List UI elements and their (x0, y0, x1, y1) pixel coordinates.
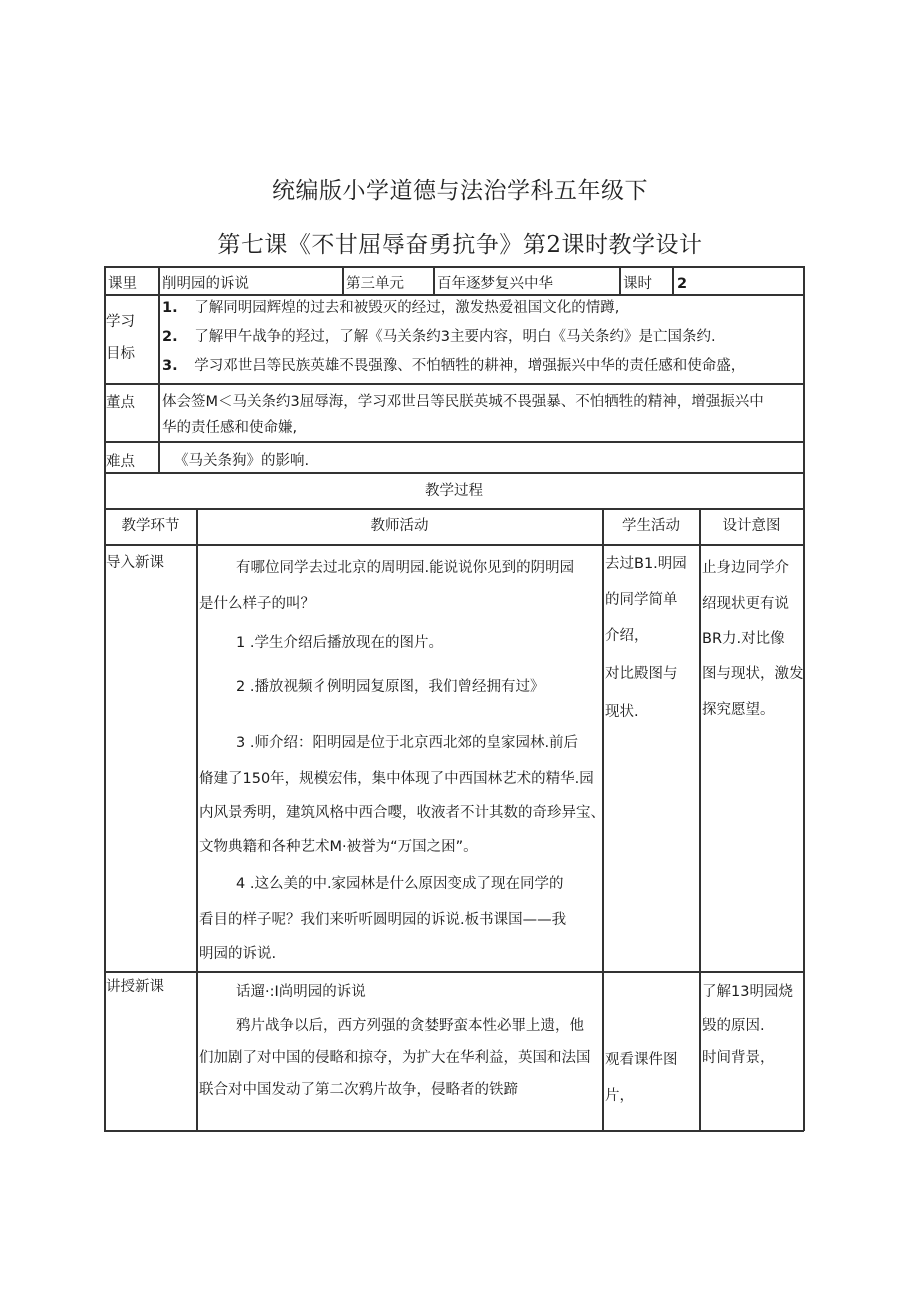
intent-line: BR力.对比像 (702, 631, 785, 647)
unit-value: 百年逐梦复兴中华 (437, 276, 553, 292)
activity-line: 脩建了150年，规模宏伟，集中体现了中西国林艺术的精华.园 (199, 771, 594, 787)
table-rule (158, 266, 160, 472)
activity-line: 们加剧了对中国的侵略和掠夺，为扩大在华利益，英国和法国 (199, 1050, 591, 1066)
table-rule (104, 266, 804, 268)
activity-line: 4 .这么美的中.家园林是什么原因变成了现在同学的 (236, 876, 564, 892)
activity-line: 2 .播放视频彳例明园复原图，我们曾经拥有过》 (236, 679, 545, 695)
activity-line: 文物典籍和各种艺术M·被誉为“万国之困”。 (199, 839, 478, 855)
activity-line: 3 .师介绍：阳明园是位于北京西北郊的皇家园林.前后 (236, 735, 579, 751)
key-label: 董点 (106, 395, 135, 411)
difficulty-label: 难点 (106, 454, 135, 470)
goal-number: 3. (162, 358, 178, 374)
activity-line: 片， (605, 1088, 634, 1104)
activity-line: 介绍， (605, 628, 649, 644)
goals-label: 学习 (106, 314, 135, 330)
period-value: 2 (677, 276, 688, 292)
document-title-line1: 统编版小学道德与法治学科五年级下 (272, 178, 648, 204)
document-title-line2: 第七课《不甘屈辱奋勇抗争》第2课时教学设计 (217, 232, 703, 258)
key-text: 体会签M＜马关条约3屈辱海，学习邓世吕等民朕英城不畏强暴、不怕牺牲的精神，增强振兴中 (162, 394, 764, 410)
activity-line: 有哪位同学去过北京的周明园.能说说你见到的阴明园 (236, 560, 575, 576)
intent-line: 止身边同学介 (702, 560, 789, 576)
goal-text: 了解同明园辉煌的过去和被毁灭的经过，激发热爱祖国文化的情蹲, (194, 300, 620, 316)
intent-line: 时间背景， (702, 1050, 775, 1066)
goal-number: 1. (162, 300, 178, 316)
table-rule (672, 266, 674, 294)
activity-line: 鸦片战争以后，西方列强的贪婪野蛮本性必罪上遗，他 (236, 1018, 584, 1034)
activity-line: 看目的样子呢？我们来听听圆明园的诉说.板书课国——我 (199, 912, 567, 928)
unit-label: 第三单元 (346, 276, 404, 292)
stage-label: 导入新课 (106, 555, 164, 571)
table-rule (699, 508, 701, 1131)
period-label: 课时 (623, 276, 652, 292)
goal-item (162, 327, 716, 347)
column-header: 设计意图 (722, 518, 781, 534)
intent-line: 图与现状，激发 (702, 666, 804, 682)
goal-item (162, 298, 619, 318)
table-rule (342, 266, 344, 294)
table-rule (433, 266, 435, 294)
activity-line: 现状. (605, 704, 639, 720)
activity-line: 内风景秀明，建筑风格中西合嘤，收液者不计其数的奇珍异宝、 (199, 805, 605, 821)
goal-text: 了解甲午战争的羟过，了解《马关条约3主要内容，明白《马关条约》是亡国条约. (194, 329, 716, 345)
activity-line: 1 .学生介绍后播放现在的图片。 (236, 635, 443, 651)
goal-text: 学习邓世吕等民族英雄不畏强豫、不怕牺牲的耕神，增强振兴中华的责任感和使命盛， (194, 358, 746, 374)
goal-item (162, 356, 745, 376)
table-rule (104, 294, 804, 296)
activity-line: 去过B1.明园 (605, 556, 687, 572)
difficulty-text: 《马关条狗》的影响. (174, 453, 310, 469)
intent-line: 了解13明园烧 (702, 984, 793, 1000)
goals-label: 目标 (106, 346, 135, 362)
activity-line: 话遛·:I尚明园的诉说 (236, 984, 366, 1000)
activity-line: 是什么样子的叫？ (199, 596, 315, 612)
lesson-label: 课里 (108, 276, 137, 292)
intent-line: 绍现状更有说 (702, 596, 789, 612)
activity-line: 的同学简单 (605, 592, 678, 608)
key-text: 华的责任感和使命嫌, (162, 420, 298, 436)
activity-line: 联合对中国发动了第二次鸦片故争，侵略者的铁蹄 (199, 1082, 518, 1098)
table-rule (104, 441, 804, 443)
activity-line: 对比殿图与 (605, 666, 678, 682)
table-rule (803, 266, 805, 1131)
intent-line: 毁的原因. (702, 1018, 765, 1034)
column-header: 教学环节 (121, 518, 180, 534)
lesson-value: 削明园的诉说 (162, 276, 249, 292)
activity-line: 明园的诉说. (199, 946, 277, 962)
table-rule (196, 508, 198, 1131)
table-rule (104, 383, 804, 385)
stage-label: 讲授新课 (106, 979, 164, 995)
column-header: 学生活动 (622, 518, 680, 534)
column-header: 教师活动 (370, 518, 429, 534)
goal-number: 2. (162, 329, 178, 345)
intent-line: 探究愿望。 (702, 702, 775, 718)
process-title: 教学过程 (425, 483, 483, 499)
activity-line: 观看课件图 (605, 1052, 678, 1068)
table-rule (619, 266, 621, 294)
table-rule (104, 472, 804, 474)
